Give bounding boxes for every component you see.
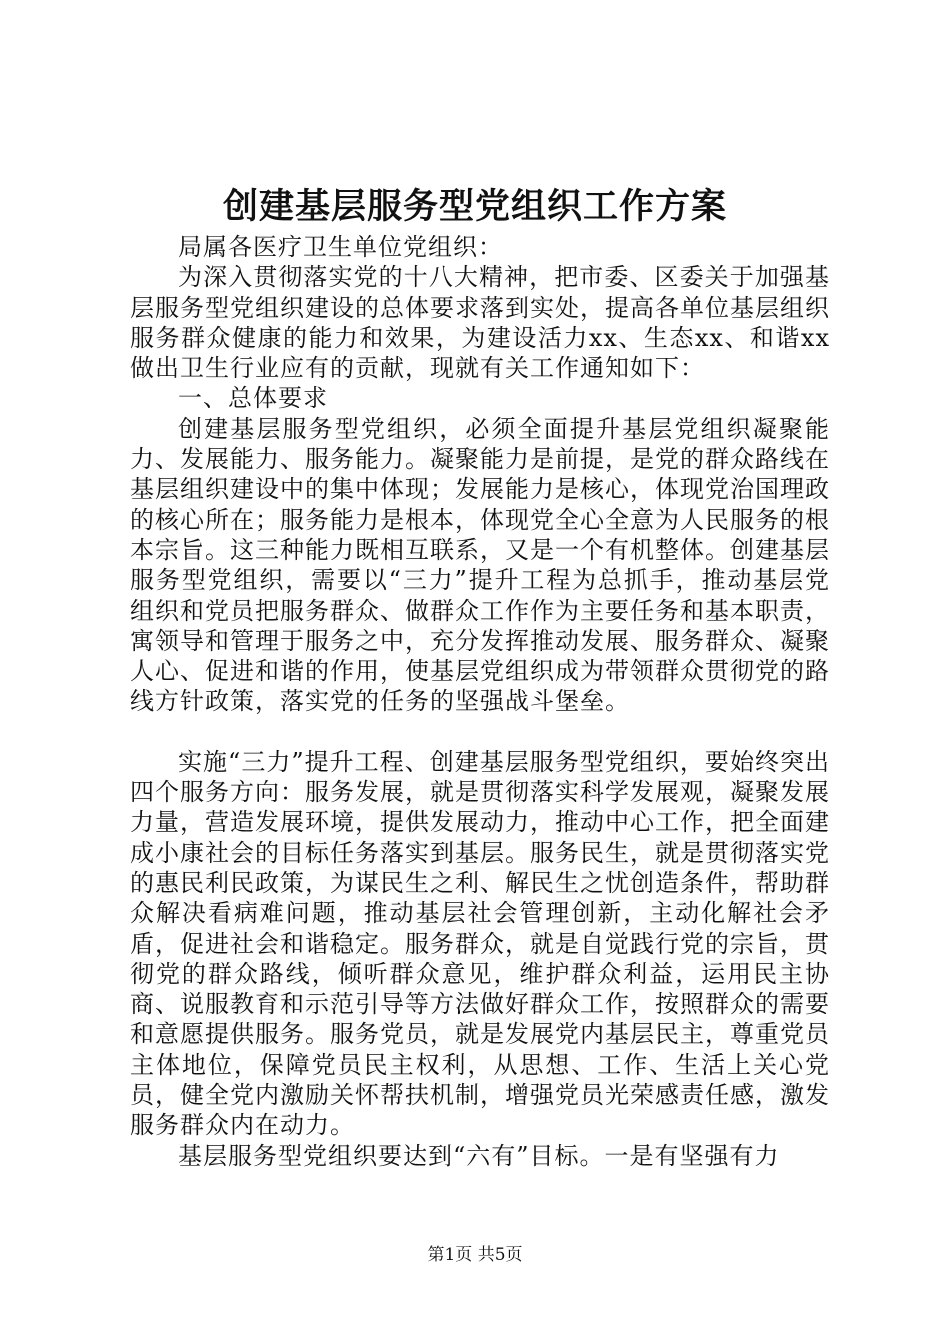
intro-paragraph: 为深入贯彻落实党的十八大精神，把市委、区委关于加强基层服务型党组织建设的总体要求落到实处，提高各单位基层组织服务群众健康的能力和效果，为建设活力xx、生态xx、和谐xx做出卫生行业应有的贡献，现就有关工作通知如下： (130, 263, 830, 383)
body-paragraph: 实施“三力”提升工程、创建基层服务型党组织，要始终突出四个服务方向：服务发展，就是贯彻落实科学发展观，凝聚发展力量，营造发展环境，提供发展动力，推动中心工作，把全面建成小康社会的目标任务落实到基层。服务民生，就是贯彻落实党的惠民利民政策，为谋民生之利、解民生之忧创造条件，帮助群众解决看病难问题，推动基层社会管理创新，主动化解社会矛盾，促进社会和谐稳定。服务群众，就是自觉践行党的宗旨，贯彻党的群众路线，倾听群众意见，维护群众利益，运用民主协商、说服教育和示范引导等方法做好群众工作，按照群众的需要和意愿提供服务。服务党员，就是发展党内基层民主，尊重党员主体地位，保障党员民主权利，从思想、工作、生活上关心党员，健全党内激励关怀帮扶机制，增强党员光荣感责任感，激发服务群众内在动力。 (130, 747, 830, 1140)
salutation-paragraph: 局属各医疗卫生单位党组织： (178, 233, 503, 261)
document-title: 创建基层服务型党组织工作方案 (222, 186, 727, 227)
body-paragraph: 创建基层服务型党组织，必须全面提升基层党组织凝聚能力、发展能力、服务能力。凝聚能力是前提，是党的群众路线在基层组织建设中的集中体现；发展能力是核心，体现党治国理政的核心所在；服务能力是根本，体现党全心全意为人民服务的根本宗旨。这三种能力既相互联系，又是一个有机整体。创建基层服务型党组织，需要以“三力”提升工程为总抓手，推动基层党组织和党员把服务群众、做群众工作作为主要任务和基本职责，寓领导和管理于服务之中，充分发挥推动发展、服务群众、凝聚人心、促进和谐的作用，使基层党组织成为带领群众贯彻党的路线方针政策，落实党的任务的坚强战斗堡垒。 (130, 414, 830, 716)
page-footer-indicator: 第1页 共5页 (427, 1245, 523, 1265)
section-heading-general-requirements: 一、总体要求 (178, 384, 328, 413)
body-paragraph: 基层服务型党组织要达到“六有”目标。一是有坚强有力 (178, 1141, 780, 1170)
document-body (130, 232, 830, 1171)
